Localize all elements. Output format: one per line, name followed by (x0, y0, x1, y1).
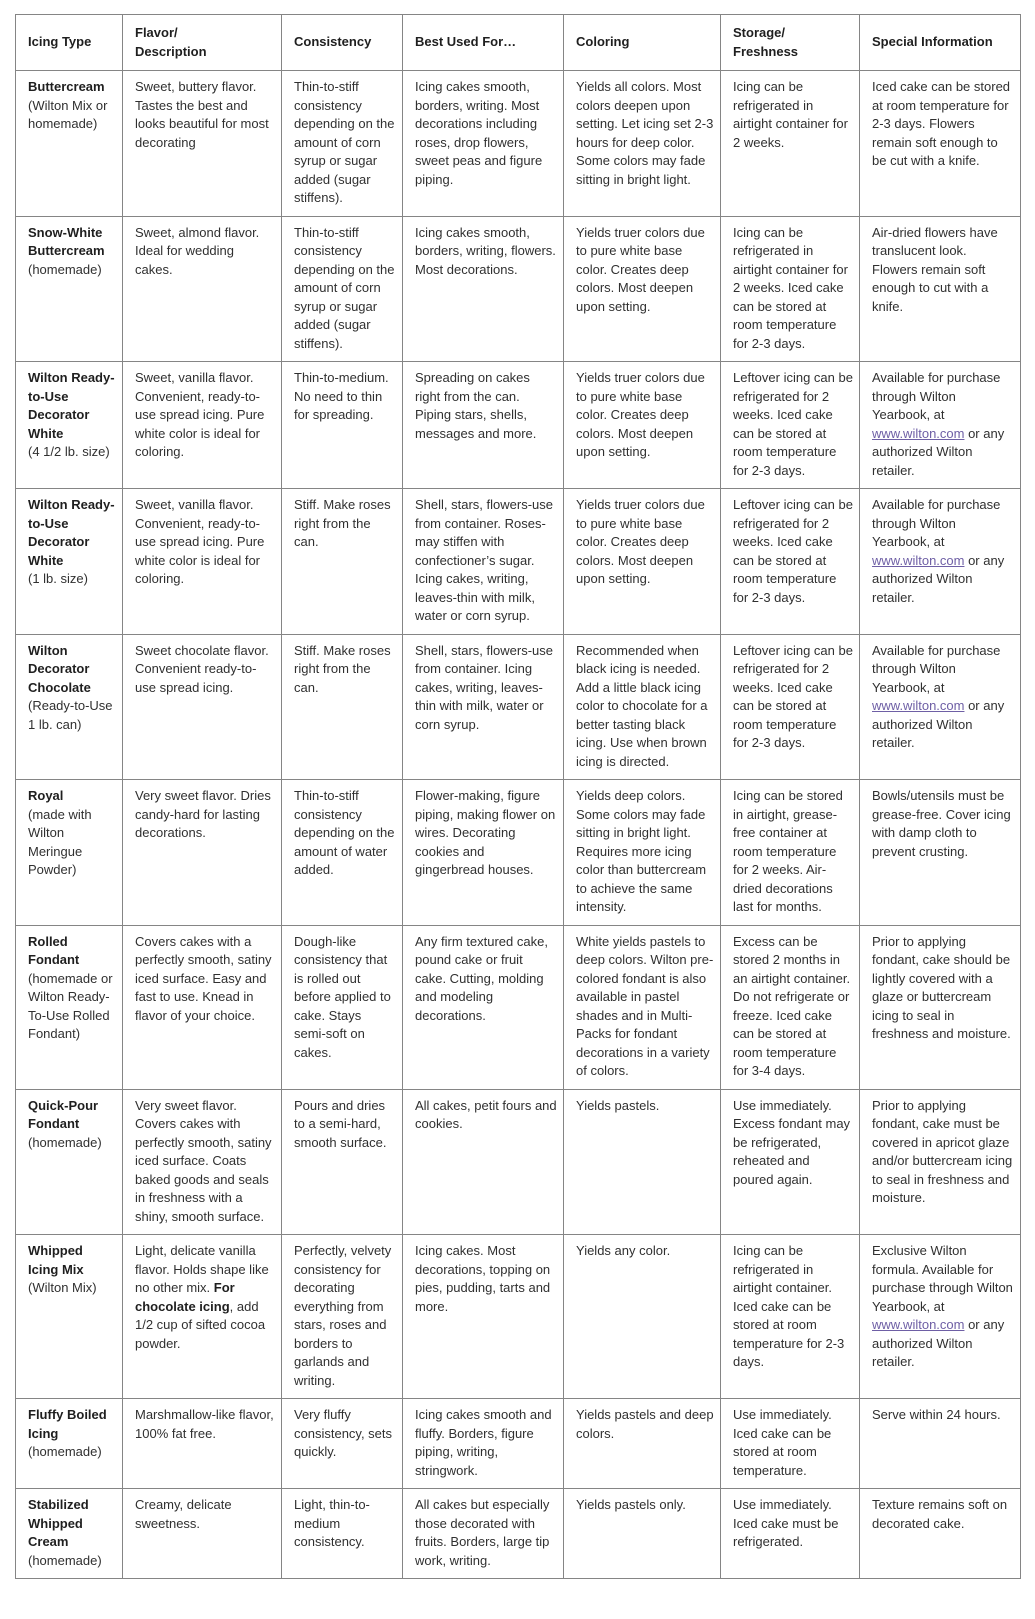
cell-text: Very sweet flavor. Dries candy-hard for lasting decorations. (135, 788, 271, 840)
cell-text: or any authorized Wilton retailer. (872, 552, 1005, 605)
cell-text: Bowls/utensils must be grease-free. Cover icing with damp cloth to prevent crusting. (872, 788, 1011, 859)
cell-text: Icing cakes smooth, borders, writing. Most decorations including roses, drop flowers, sweet peas and figure piping. (415, 79, 543, 187)
cell-storage-freshness (721, 780, 860, 926)
cell-text: Sweet, almond flavor. Ideal for wedding cakes. (135, 224, 260, 277)
cell-best-used-for (403, 634, 564, 780)
table-header (16, 15, 1021, 71)
bold-text: For chocolate icing (135, 1280, 235, 1314)
cell-consistency (282, 634, 403, 780)
cell-consistency (282, 925, 403, 1089)
cell-consistency (282, 1489, 403, 1579)
cell-text: Use immediately. Iced cake must be refrigerated. (733, 1497, 839, 1549)
cell-text: Light, thin-to-medium consistency. (294, 1497, 370, 1549)
table-body (16, 71, 1021, 1579)
cell-icing-type (16, 1489, 123, 1579)
table-row (16, 634, 1021, 780)
cell-text: Icing cakes smooth and fluffy. Borders, figure piping, writing, stringwork. (415, 1407, 552, 1478)
cell-best-used-for (403, 1235, 564, 1399)
cell-storage-freshness (721, 71, 860, 217)
cell-special-information (860, 1089, 1021, 1235)
cell-text: Yields all colors. Most colors deepen upon setting. Let icing set 2-3 hours for deep color. Some colors may fade sitting in bright light. (576, 79, 714, 187)
cell-text: Very fluffy consistency, sets quickly. (294, 1407, 393, 1459)
cell-text: Exclusive Wilton formula. Available for purchase through Wilton Yearbook, at (872, 1243, 1013, 1314)
cell-text: Available for purchase through Wilton Yearbook, at (872, 642, 1001, 695)
cell-text: Shell, stars, flowers-use from container. Icing cakes, writing, leaves-thin with milk, water or corn syrup. (415, 642, 553, 732)
cell-icing-type (16, 362, 123, 489)
cell-special-information (860, 71, 1021, 217)
cell-flavor-description (123, 1399, 282, 1489)
cell-flavor-description (123, 362, 282, 489)
bold-text: Wilton Ready-to-Use Decorator White (28, 370, 115, 441)
cell-special-information (860, 780, 1021, 926)
cell-storage-freshness (721, 1399, 860, 1489)
bold-text: Wilton Decorator Chocolate (28, 642, 91, 695)
cell-text: (4 1/2 lb. size) (28, 444, 110, 459)
bold-text: Rolled Fondant (28, 933, 80, 967)
table-row (16, 362, 1021, 489)
cell-text: Yields deep colors. Some colors may fade sitting in bright light. Requires more icing color than buttercream to achieve the same intensity. (576, 788, 707, 914)
cell-text: Prior to applying fondant, cake must be covered in apricot glaze and/or buttercream icing to seal in freshness and moisture. (872, 1097, 1013, 1205)
cell-text: Very sweet flavor. Covers cakes with perfectly smooth, satiny iced surface. Coats baked goods and seals in freshness with a shiny, smooth surface. (135, 1097, 272, 1224)
cell-consistency (282, 216, 403, 362)
cell-text: All cakes but especially those decorated with fruits. Borders, large tip work, writing. (415, 1497, 550, 1568)
column-header-storage-freshness: Storage/ Freshness (721, 15, 860, 71)
cell-consistency (282, 71, 403, 217)
cell-text: Covers cakes with a perfectly smooth, satiny iced surface. Easy and fast to use. Knead in flavor of your choice. (135, 933, 272, 1023)
cell-best-used-for (403, 362, 564, 489)
cell-text: (homemade) (28, 1444, 102, 1459)
cell-text: Yields pastels and deep colors. (576, 1407, 714, 1441)
cell-consistency (282, 489, 403, 635)
cell-text: Stiff. Make roses right from the can. (294, 642, 391, 695)
cell-flavor-description (123, 1089, 282, 1235)
cell-text: Recommended when black icing is needed. Add a little black icing color to chocolate for a better tasting black icing. Use when brown icing is directed. (576, 642, 708, 769)
bold-text: Stabilized Whipped Cream (28, 1497, 89, 1549)
cell-text: Excess can be stored 2 months in an airtight container. Do not refrigerate or freeze. Iced cake can be stored at room temperature for 3-4 days. (733, 933, 851, 1078)
table-row (16, 1235, 1021, 1399)
cell-text: Use immediately. Excess fondant may be refrigerated, reheated and poured again. (733, 1097, 851, 1187)
cell-text: Thin-to-stiff consistency depending on the amount of water added. (294, 788, 395, 877)
cell-text: Leftover icing can be refrigerated for 2 weeks. Iced cake can be stored at room temperature for 2-3 days. (733, 642, 853, 750)
header-row (16, 15, 1021, 71)
cell-coloring (564, 1235, 721, 1399)
table-row (16, 489, 1021, 635)
cell-coloring (564, 925, 721, 1089)
cell-text: Creamy, delicate sweetness. (135, 1497, 232, 1531)
cell-text: Sweet, vanilla flavor. Convenient, ready-to-use spread icing. Pure white color is ideal for coloring. (135, 370, 265, 459)
cell-coloring (564, 780, 721, 926)
cell-text: Shell, stars, flowers-use from container. Roses-may stiffen with confectioner’s sugar. Icing cakes, writing, leaves-thin with milk, water or corn syrup. (415, 497, 553, 623)
wilton-link[interactable]: www.wilton.com (872, 552, 965, 568)
bold-text: Buttercream (28, 79, 105, 94)
column-header-coloring: Coloring (564, 15, 721, 71)
cell-coloring (564, 634, 721, 780)
cell-text: (made with Wilton Meringue Powder) (28, 806, 92, 877)
table-row (16, 925, 1021, 1089)
table-row (16, 1399, 1021, 1489)
cell-flavor-description (123, 489, 282, 635)
table-row (16, 71, 1021, 217)
cell-text: Flower-making, figure piping, making flower on wires. Decorating cookies and gingerbread houses. (415, 788, 556, 877)
cell-text: Yields truer colors due to pure white base color. Creates deep colors. Most deepen upon setting. (576, 224, 705, 314)
cell-text: Thin-to-stiff consistency depending on the amount of corn syrup or sugar added (sugar stiffens). (294, 224, 395, 351)
cell-flavor-description (123, 634, 282, 780)
cell-best-used-for (403, 925, 564, 1089)
cell-coloring (564, 71, 721, 217)
cell-best-used-for (403, 1089, 564, 1235)
cell-text: Perfectly, velvety consistency for decorating everything from stars, roses and borders to garlands and writing. (294, 1243, 392, 1388)
cell-icing-type (16, 780, 123, 926)
cell-text: Thin-to-medium. No need to thin for spreading. (294, 370, 389, 422)
bold-text: Snow-White Buttercream (28, 224, 105, 258)
cell-coloring (564, 1489, 721, 1579)
cell-text: Sweet chocolate flavor. Convenient ready-to-use spread icing. (135, 642, 269, 695)
cell-storage-freshness (721, 216, 860, 362)
cell-text: , add 1/2 cup of sifted cocoa powder. (135, 1298, 266, 1351)
cell-storage-freshness (721, 489, 860, 635)
cell-storage-freshness (721, 1089, 860, 1235)
cell-flavor-description (123, 216, 282, 362)
cell-text: (Wilton Mix) (28, 1280, 97, 1295)
cell-consistency (282, 1399, 403, 1489)
cell-icing-type (16, 71, 123, 217)
bold-text: Wilton Ready-to-Use Decorator White (28, 497, 115, 568)
cell-text: Yields truer colors due to pure white base color. Creates deep colors. Most deepen upon setting. (576, 370, 705, 459)
cell-storage-freshness (721, 1235, 860, 1399)
cell-text: Serve within 24 hours. (872, 1407, 1001, 1422)
cell-text: Any firm textured cake, pound cake or fruit cake. Cutting, molding and modeling decorations. (415, 933, 548, 1023)
cell-consistency (282, 780, 403, 926)
cell-special-information (860, 925, 1021, 1089)
cell-coloring (564, 489, 721, 635)
column-header-flavor-description: Flavor/ Description (123, 15, 282, 71)
cell-icing-type (16, 216, 123, 362)
cell-icing-type (16, 489, 123, 635)
cell-text: White yields pastels to deep colors. Wilton pre-colored fondant is also available in pastel shades and in Multi-Packs for fondant decorations in a variety of colors. (576, 933, 714, 1078)
cell-text: Prior to applying fondant, cake should be lightly covered with a glaze or buttercream icing to seal in freshness and moisture. (872, 933, 1011, 1041)
cell-icing-type (16, 925, 123, 1089)
cell-consistency (282, 1089, 403, 1235)
column-header-consistency: Consistency (282, 15, 403, 71)
cell-text: Sweet, vanilla flavor. Convenient, ready-to-use spread icing. Pure white color is ideal for coloring. (135, 497, 265, 586)
cell-consistency (282, 1235, 403, 1399)
wilton-link[interactable]: www.wilton.com (872, 425, 965, 441)
cell-storage-freshness (721, 1489, 860, 1579)
cell-special-information (860, 362, 1021, 489)
cell-text: (Ready-to-Use 1 lb. can) (28, 698, 113, 732)
cell-text: Marshmallow-like flavor, 100% fat free. (135, 1407, 274, 1441)
cell-text: (homemade) (28, 261, 102, 277)
cell-flavor-description (123, 925, 282, 1089)
cell-text: Light, delicate vanilla flavor. Holds shape like no other mix. (135, 1243, 269, 1295)
cell-text: Yields pastels only. (576, 1497, 686, 1512)
cell-coloring (564, 362, 721, 489)
wilton-link[interactable]: www.wilton.com (872, 698, 965, 713)
icing-table (15, 14, 1021, 1579)
cell-icing-type (16, 1235, 123, 1399)
cell-flavor-description (123, 71, 282, 217)
cell-text: (1 lb. size) (28, 571, 88, 586)
cell-flavor-description (123, 780, 282, 926)
cell-best-used-for (403, 216, 564, 362)
cell-icing-type (16, 1089, 123, 1235)
cell-text: Use immediately. Iced cake can be stored at room temperature. (733, 1407, 832, 1478)
cell-text: Icing can be refrigerated in airtight container for 2 weeks. (733, 79, 848, 150)
cell-text: (homemade) (28, 1552, 102, 1568)
cell-text: Icing cakes. Most decorations, topping on pies, pudding, tarts and more. (415, 1243, 551, 1314)
cell-best-used-for (403, 780, 564, 926)
cell-consistency (282, 362, 403, 489)
cell-text: Leftover icing can be refrigerated for 2 weeks. Iced cake can be stored at room temperature for 2-3 days. (733, 497, 853, 605)
column-header-best-used-for: Best Used For… (403, 15, 564, 71)
cell-text: Iced cake can be stored at room temperature for 2-3 days. Flowers remain soft enough to be cut with a knife. (872, 79, 1011, 168)
cell-special-information (860, 634, 1021, 780)
cell-text: or any authorized Wilton retailer. (872, 1317, 1005, 1369)
column-header-icing-type: Icing Type (16, 15, 123, 71)
cell-text: Yields pastels. (576, 1097, 660, 1113)
cell-special-information (860, 1235, 1021, 1399)
cell-special-information (860, 489, 1021, 635)
cell-text: or any authorized Wilton retailer. (872, 425, 1005, 478)
cell-text: Dough-like consistency that is rolled out before applied to cake. Stays semi-soft on cakes. (294, 933, 391, 1060)
cell-text: Sweet, buttery flavor. Tastes the best and looks beautiful for most decorating (135, 79, 269, 150)
table-row (16, 1489, 1021, 1579)
cell-text: Icing cakes smooth, borders, writing, flowers. Most decorations. (415, 224, 556, 277)
cell-text: All cakes, petit fours and cookies. (415, 1097, 557, 1131)
column-header-special-information: Special Information (860, 15, 1021, 71)
wilton-link[interactable]: www.wilton.com (872, 1317, 965, 1332)
cell-text: Icing can be refrigerated in airtight container for 2 weeks. Iced cake can be stored at room temperature for 2-3 days. (733, 224, 848, 351)
cell-best-used-for (403, 1399, 564, 1489)
cell-text: Pours and dries to a semi-hard, smooth surface. (294, 1097, 387, 1150)
cell-text: Air-dried flowers have translucent look. Flowers remain soft enough to cut with a knife. (872, 224, 998, 314)
bold-text: Fluffy Boiled Icing (28, 1407, 107, 1441)
cell-text: Icing can be refrigerated in airtight container. Iced cake can be stored at room temperature for 2-3 days. (733, 1243, 845, 1369)
cell-text: Yields any color. (576, 1243, 671, 1258)
cell-storage-freshness (721, 925, 860, 1089)
bold-text: Quick-Pour Fondant (28, 1097, 99, 1131)
cell-special-information (860, 1399, 1021, 1489)
cell-text: (homemade or Wilton Ready-To-Use Rolled Fondant) (28, 970, 113, 1041)
bold-text: Whipped Icing Mix (28, 1243, 84, 1277)
cell-coloring (564, 1399, 721, 1489)
cell-coloring (564, 216, 721, 362)
cell-special-information (860, 216, 1021, 362)
cell-best-used-for (403, 71, 564, 217)
cell-best-used-for (403, 489, 564, 635)
cell-text: Stiff. Make roses right from the can. (294, 497, 391, 549)
cell-storage-freshness (721, 362, 860, 489)
cell-text: Spreading on cakes right from the can. Piping stars, shells, messages and more. (415, 370, 537, 441)
cell-text: Available for purchase through Wilton Yearbook, at (872, 370, 1001, 422)
cell-text: (homemade) (28, 1134, 102, 1150)
cell-coloring (564, 1089, 721, 1235)
cell-flavor-description (123, 1235, 282, 1399)
cell-text: Yields truer colors due to pure white base color. Creates deep colors. Most deepen upon setting. (576, 497, 705, 586)
table-row (16, 1089, 1021, 1235)
cell-storage-freshness (721, 634, 860, 780)
cell-special-information (860, 1489, 1021, 1579)
cell-flavor-description (123, 1489, 282, 1579)
table-row (16, 216, 1021, 362)
cell-text: or any authorized Wilton retailer. (872, 698, 1005, 750)
bold-text: Royal (28, 788, 64, 803)
cell-icing-type (16, 1399, 123, 1489)
cell-best-used-for (403, 1489, 564, 1579)
cell-text: Available for purchase through Wilton Yearbook, at (872, 497, 1001, 549)
cell-text: Icing can be stored in airtight, grease-free container at room temperature for 2 weeks. Air-dried decorations last for months. (733, 788, 843, 914)
cell-text: (Wilton Mix or homemade) (28, 97, 108, 131)
table-row (16, 780, 1021, 926)
cell-text: Leftover icing can be refrigerated for 2 weeks. Iced cake can be stored at room temperature for 2-3 days. (733, 370, 853, 478)
cell-text: Texture remains soft on decorated cake. (872, 1497, 1008, 1531)
cell-icing-type (16, 634, 123, 780)
cell-text: Thin-to-stiff consistency depending on the amount of corn syrup or sugar added (sugar stiffens). (294, 79, 395, 205)
